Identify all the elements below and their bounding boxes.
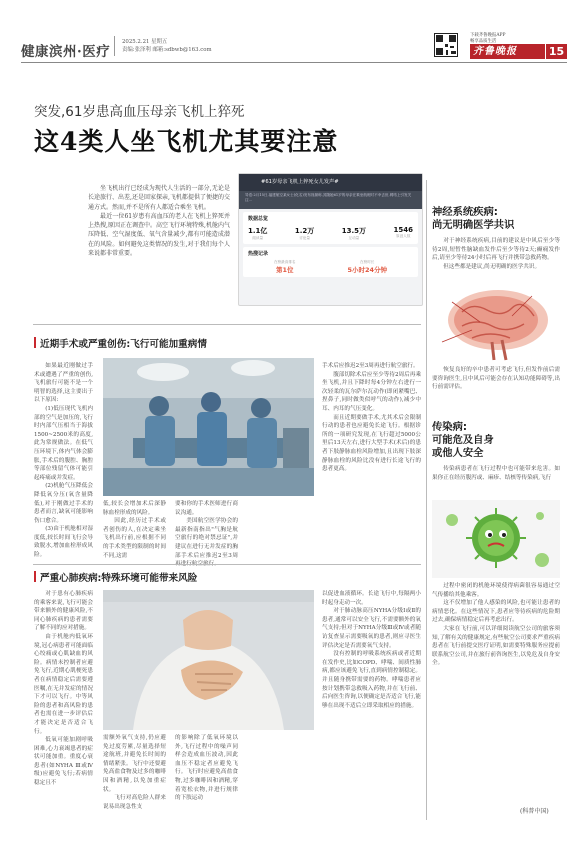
hot-rank: 在榜最高排名 第1位 bbox=[273, 260, 296, 274]
app-promo-line1: 下载齐鲁晚报APP bbox=[470, 33, 506, 38]
column-divider bbox=[426, 180, 427, 820]
section-marker bbox=[34, 571, 36, 582]
headline-subtitle: 突发,61岁患高血压母亲飞机上猝死 bbox=[34, 104, 245, 120]
hot-card bbox=[243, 247, 418, 277]
neuro-text-2: 恢复良好的卒中患者可考虑飞行,但发作前后需要咨询医生,且中风后可能会存在认知功能障碍等,出行前需评估。 bbox=[432, 367, 560, 391]
stat-item: 1546 原创人数 bbox=[393, 226, 413, 238]
headline-title: 这4类人坐飞机尤其要注意 bbox=[34, 127, 339, 156]
virus-illustration bbox=[432, 500, 560, 578]
issue-date: 2025.2.21 星期五 bbox=[122, 39, 168, 45]
section1-col2: 低,较长会增加术后深静脉血栓形成的风险。 因此,经历过手术或者创伤的人,在决定乘坐飞机出行前,应根据不同的手术类型的限制的时间不同,这需 bbox=[103, 501, 166, 559]
qr-code-icon[interactable] bbox=[434, 33, 458, 57]
stat-item: 1.2万 讨论量 bbox=[294, 227, 315, 240]
section2-col2: 需额外氧气支持,仍应避免过度劳累,尽量选择短途航班,并避免长时间的情绪紧张。飞行中还要避免高盐食物及过多的咖啡因和酒精,以免加重症状。 飞行对高危险人群来说易出现急性支 bbox=[103, 735, 166, 810]
stat-item: 1.1亿 阅读量 bbox=[248, 227, 268, 240]
section1-heading: 近期手术或严重创伤:飞行可能加重病情 bbox=[40, 339, 207, 350]
section-rule bbox=[33, 564, 421, 565]
section2-col4: 以促进血液循环。长途飞行中,每隔两小时起身走动一次。 对于肺动脉高压NYHA分级Ⅰ或Ⅱ的患者,通常可以安全飞行,不需要额外的氧气支持;但对于NYHA分级Ⅲ或Ⅳ或者随访复查显示需要吸氧的患者,则应寻医生评估决定是否需要氧气支持。 没有控制的呼吸系统疾病或者近期在发作史,比如COPD、哮喘、间质性肺病,都应该避免飞行,直到病情控制稳定。并且随身携带需要的药物。哮喘患者应按计划携带急救吸入药物,并在飞行前、后向医生咨询,以便确定是否适合飞行,能够在出现不适后立即采取相应的措施。 bbox=[322, 591, 421, 709]
hot-title: 热搜记录 bbox=[248, 251, 269, 257]
section1-col4: 手术后应推迟2至3周再进行航空旅行。 腹部切除术后应至少等待2周后再乘坐飞机,并且下降时每4分钟左右进行一次轻柔的瓦尔萨尔瓦动作(即闭紧嘴巴、捏鼻子,同时做类似呼气的动作),减少中耳、内耳的气压变化。 而且近期要做手术,尤其术后会限制行动的患者也应避免长途飞行。根据诊所的一项研究发现,在飞行超过5000公里后13天左右,进行大型手术(术后)的患者下肢静脉血栓风险增加,且出现下肢深静脉血栓的风险比没有进行长途飞行的患者更高。 bbox=[322, 363, 421, 473]
page-number: 15 bbox=[545, 44, 567, 59]
intro-paragraph: 最近一位61岁患有高血压的老人在飞机上猝死并上热搜,原因正在调查中。高空飞行环境特殊,机舱内气压降低、空气湿度低、氧气含量减少,都有可能造成潜在的风险。如何避免这类情况的发生,对于我们每个人来说都非常重要。 bbox=[88, 212, 230, 258]
section2-col3: 的影响除了低氧环境以外,飞行过程中的噪声同样会造成血压波动,因此血压不稳定者应避免飞行。飞行时应避免高盐食物,过多咖啡因和酒精,穿着宽松衣物,并进行规律的下肢运动 bbox=[175, 735, 238, 802]
header-divider bbox=[114, 36, 115, 56]
header-meta bbox=[122, 38, 212, 54]
section-rule bbox=[33, 324, 421, 325]
section1-col1: 如果最近刚做过手术或遭遇了严重的创伤,飞机旅行可能不是一个明智的选择,这主要出于以下原因: (1)低压现代飞机内部的空气是加压的,飞行时内部气压相当于海拔1500~2500米的高度,此为常规做法。在低气压环境下,体内气体会膨胀,手术后的腹腔、胸腔等部位残留气体可能引起疼痛或并发症。 (2)机舱气压降低会降低氧分压(氧含量降低),对于刚做过手术的患者而言,缺氧可能影响伤口愈合。 (3)由于机舱相对湿度低,较长时间飞行会导致脱水,增加血栓形成风险。 bbox=[34, 363, 93, 559]
section1-col3: 要和你的手术医师进行商议沟通。 美国航空医学协会的最新指南指出"气胸是航空旅行的绝对禁忌证",并建议在进行无并发症的胸部手术后应推迟2至3周 bbox=[175, 501, 238, 559]
intro-text bbox=[88, 184, 230, 286]
stats-card bbox=[243, 212, 418, 244]
stats-title: 数据总览 bbox=[248, 216, 269, 222]
infect-text-2: 过程中密闭的机舱环境使得病菌很容易通过空气传播给其他乘客。 这不仅增加了他人感染的风险,也可能让患者的病情恶化。在这些情况下,患者应等待疾病的危险期过去,确保病情稳定后再考虑出行。 大家在飞行前,可以详细阅读航空公司的旅客须知,了解有关的健康规定,有些航空公司要求严重疾病患者在飞行前提交医疗证明,如需要特殊服务应提前联系航空公司,并在旅行前咨询医生,以免危及自身安全。 bbox=[432, 583, 560, 667]
header-rule bbox=[21, 62, 567, 63]
surgery-photo bbox=[103, 358, 314, 496]
brain-illustration bbox=[432, 282, 560, 362]
source-credit: (科普中国) bbox=[520, 808, 549, 815]
infect-heading: 传染病: 可能危及自身 或他人安全 bbox=[432, 421, 494, 459]
neuro-heading: 神经系统疾病: 尚无明确医学共识 bbox=[432, 206, 515, 231]
intro-paragraph: 坐飞机出行已经成为现代人生活的一部分,无论是长途旅行、出差,还是回家探亲,飞机都提供了便捷的交通方式。然而,并不是所有人都适合乘坐飞机。 bbox=[88, 185, 230, 211]
editor-info: 责编:张泽利 邮箱:sdbwb@163.com bbox=[122, 47, 212, 53]
hot-duration: 在榜时长 5小时24分钟 bbox=[347, 260, 388, 274]
weibo-screenshot bbox=[238, 173, 423, 306]
topic-tag: #61岁母亲飞机上猝死女儿发声# bbox=[239, 174, 422, 191]
stat-item: 13.5万 互动量 bbox=[341, 227, 367, 240]
section-marker bbox=[34, 337, 36, 348]
section-title: 健康滨州·医疗 bbox=[21, 44, 111, 60]
app-promo-line2: 畅享品质生活 bbox=[470, 39, 497, 44]
section2-col1: 对于患有心肺疾病的乘客来说,飞行可能会带来额外的健康风险,不同心肺疾病的患者需要了解不同的应对措施。 由于机舱内低氧环境,冠心病患者可能面临心绞痛或心肌缺血的风险。病情未控制者应避免飞行,近期心肌梗死患者在病情稳定后需要遵医嘱,在无并发症的情况下才可以飞行。中等风险的患者和高风险的患者也需在进一步评估后才能决定是否适合飞行。 低氧可能加剧呼吸困难,心力衰竭患者的症状可能加重。重度心衰患者(如NYHA Ⅲ或Ⅳ级)应避免飞行;若病情稳定且不 bbox=[34, 591, 93, 787]
newspaper-brand: 齐鲁晚报 bbox=[470, 44, 545, 59]
topic-desc: 导语:2月15日,福建航空某女士(化名)发布视频称,其随她61岁的母亲在乘坐航班时不幸去世,网络上引发关注... bbox=[239, 191, 422, 209]
infect-text: 传染病患者在飞行过程中也可能带来危害。如果你正在经历腹泻或、麻疹、结核等传染病,飞行 bbox=[432, 466, 560, 481]
chest-pain-photo bbox=[103, 590, 314, 730]
section2-heading: 严重心肺疾病:特殊环境可能带来风险 bbox=[40, 573, 198, 584]
neuro-text: 对于神经系统疾病,目前的建议是中风后至少等待2周,短暂性脑缺血发作后至少等待2天;癫痫发作后,请至少等待24小时后再飞行并携带急救药物。 但这些都是建议,尚无明确的医学共识。 bbox=[432, 238, 560, 270]
